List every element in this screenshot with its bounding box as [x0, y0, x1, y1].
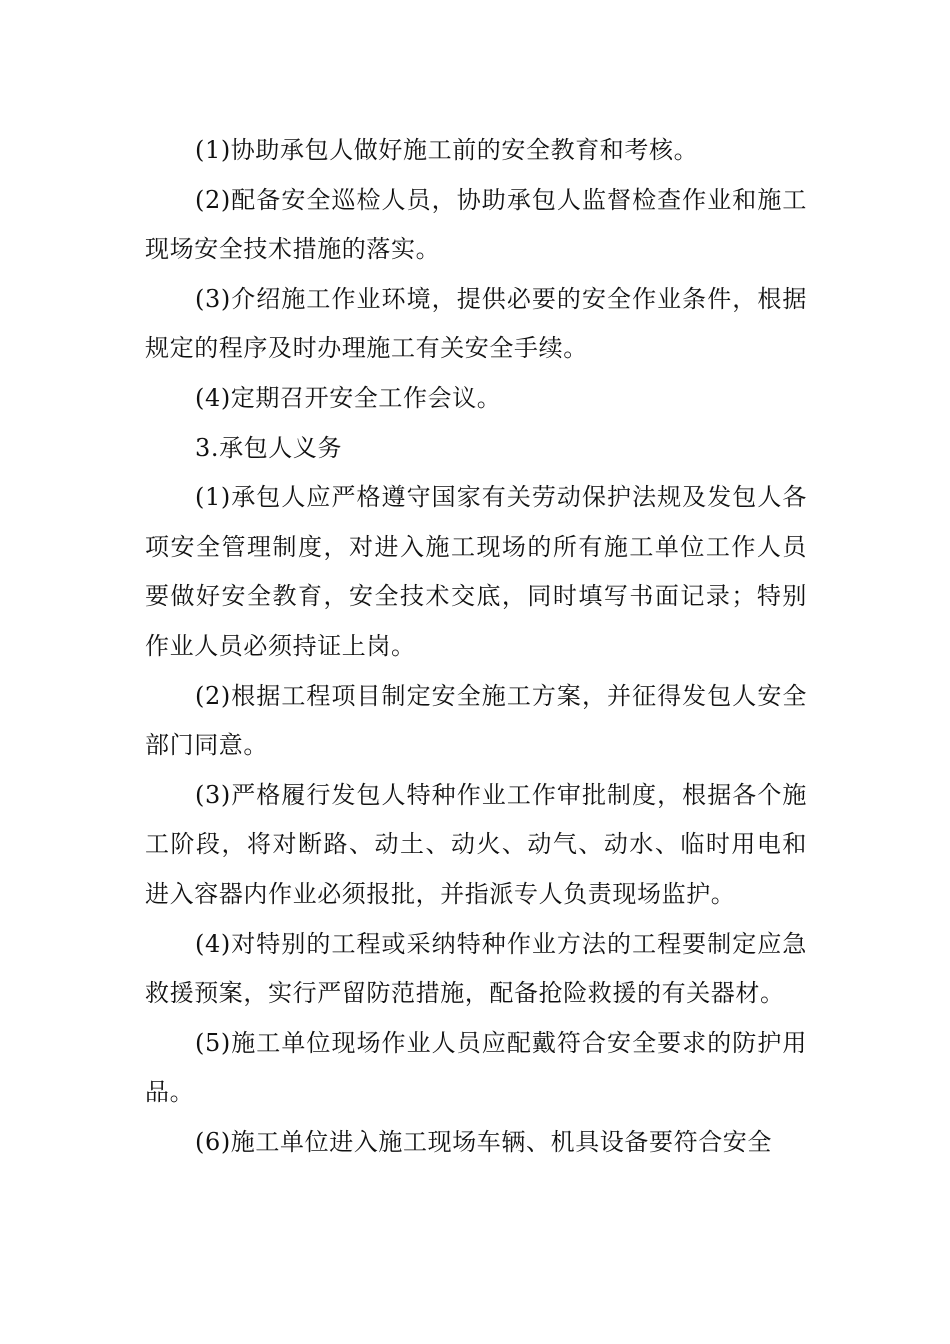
- paragraph-contractor-duty-6: (6)施工单位进入施工现场车辆、机具设备要符合安全: [195, 1127, 772, 1156]
- section-heading-contractor-obligations: 3.承包人义务: [195, 433, 343, 462]
- paragraph-owner-duty-2: (2)配备安全巡检人员，协助承包人监督检查作业和施工现场安全技术措施的落实。: [145, 185, 807, 264]
- paragraph-owner-duty-4: (4)定期召开安全工作会议。: [195, 383, 502, 412]
- paragraph-contractor-duty-3: (3)严格履行发包人特种作业工作审批制度，根据各个施工阶段，将对断路、动土、动火、动气、动水、临时用电和进入容器内作业必须报批，并指派专人负责现场监护。: [145, 780, 807, 908]
- document-body: [145, 126, 807, 1167]
- paragraph-contractor-duty-2: (2)根据工程项目制定安全施工方案，并征得发包人安全部门同意。: [145, 681, 807, 760]
- paragraph-contractor-duty-4: (4)对特别的工程或采纳特种作业方法的工程要制定应急救援预案，实行严留防范措施，配备抢险救援的有关器材。: [145, 929, 807, 1008]
- paragraph-contractor-duty-5: (5)施工单位现场作业人员应配戴符合安全要求的防护用品。: [145, 1028, 807, 1107]
- paragraph-owner-duty-1: (1)协助承包人做好施工前的安全教育和考核。: [195, 136, 699, 164]
- paragraph-contractor-duty-1: (1)承包人应严格遵守国家有关劳动保护法规及发包人各项安全管理制度，对进入施工现场的所有施工单位工作人员要做好安全教育，安全技术交底，同时填写书面记录；特别作业人员必须持证上岗。: [145, 483, 807, 660]
- paragraph-owner-duty-3: (3)介绍施工作业环境，提供必要的安全作业条件，根据规定的程序及时办理施工有关安全手续。: [145, 284, 807, 363]
